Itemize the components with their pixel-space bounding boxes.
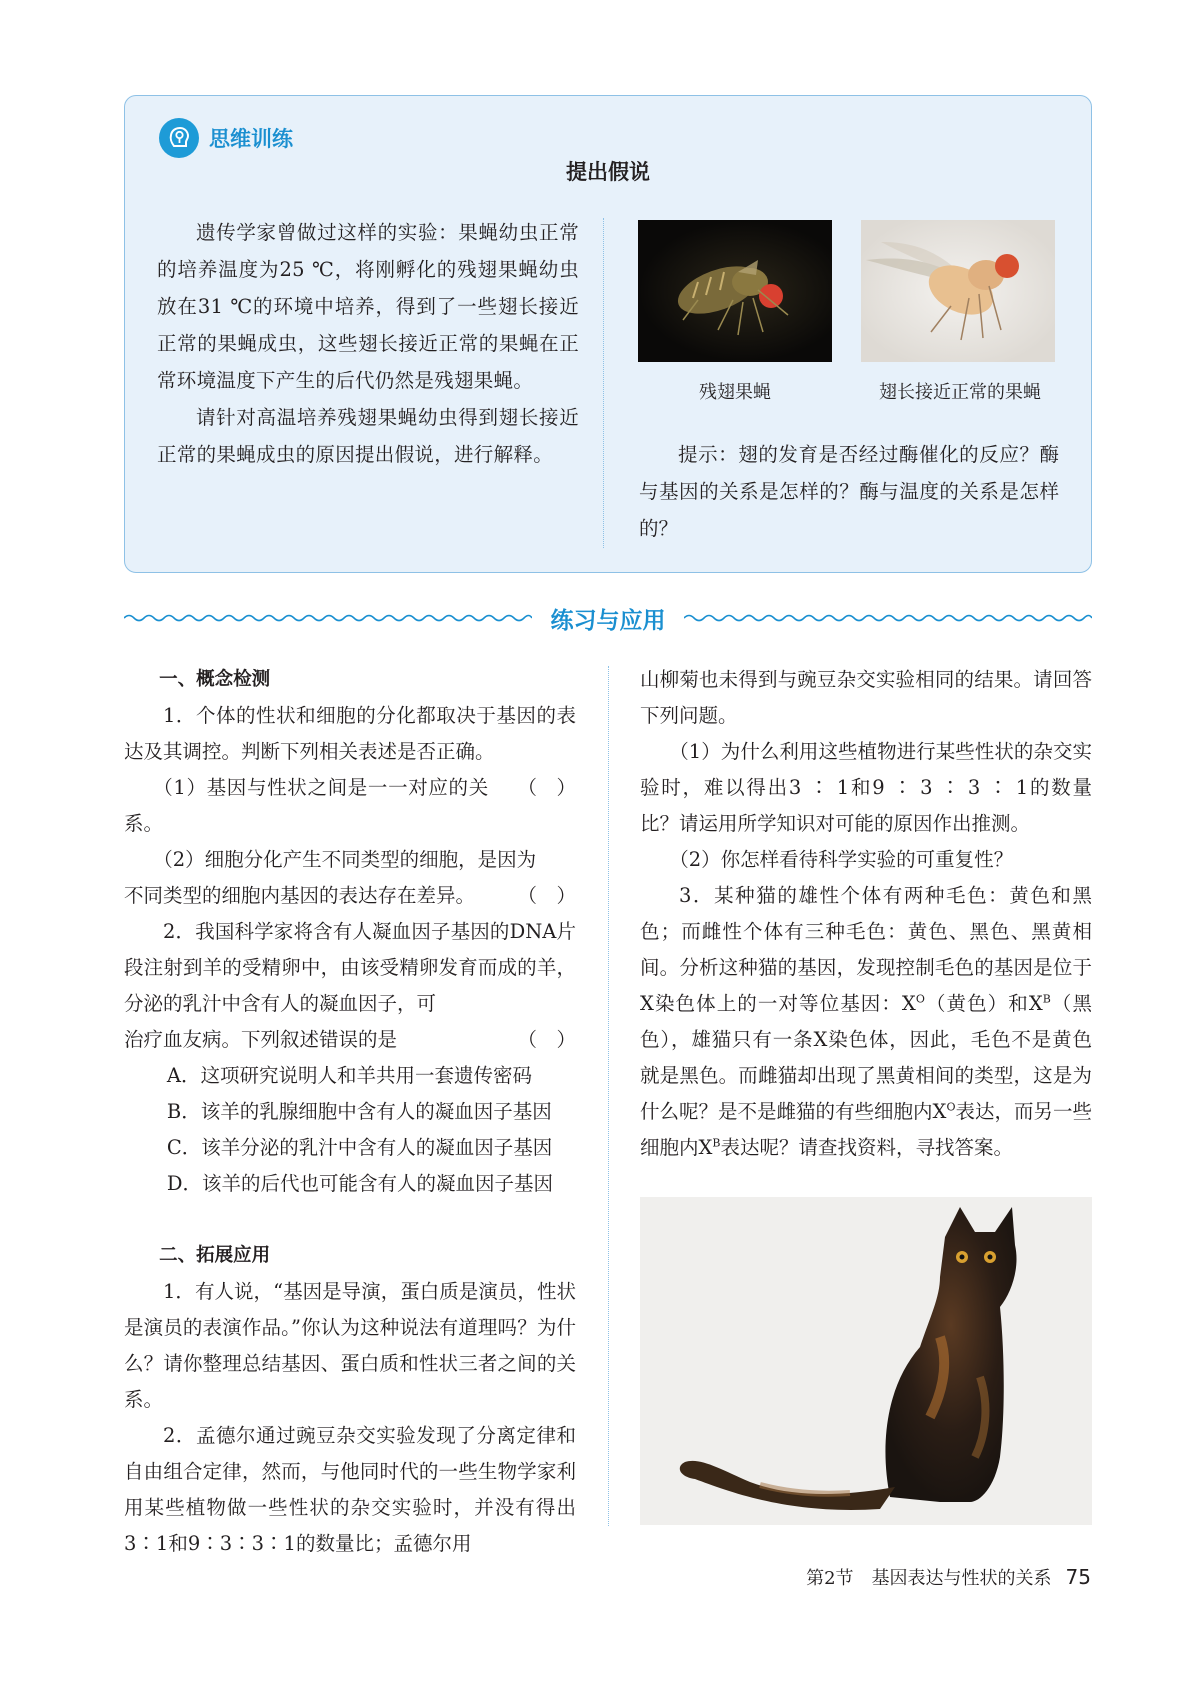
question-2-end bbox=[124, 1022, 576, 1058]
normal-wing-fly-image bbox=[861, 220, 1055, 362]
question-2-end-text: 治疗血友病。下列叙述错误的是 bbox=[124, 1028, 398, 1051]
question-1-1 bbox=[124, 770, 576, 842]
extension-question-2-2: （2）你怎样看待科学实验的可重复性？ bbox=[669, 848, 1014, 871]
section-title: 练习与应用 bbox=[550, 608, 666, 634]
caption-vestigial-wing-fly: 残翅果蝇 bbox=[699, 382, 771, 403]
answer-bracket: （ ） bbox=[517, 776, 576, 799]
extension-question-3: 3．某种猫的雄性个体有两种毛色：黄色和黑色；而雌性个体有三种毛色：黄色、黑色、黑黄相间。分析这种猫的基因，发现控制毛色的基因是位于X染色体上的一对等位基因：$X^O$（黄色）和$X^B$（黑色），雄猫只有一条X染色体，因此，毛色不是黄色就是黑色。而雌猫却出现了黑黄相间的类型，这是为什么呢？是不是雌猫的有些细胞内$X^O$表达，而另一些细胞内$X^B$表达呢？请查找资料，寻找答案。 bbox=[640, 884, 1092, 1159]
think-hint-text: 提示：翅的发育是否经过酶催化的反应？酶与基因的关系是怎样的？酶与温度的关系是怎样的？ bbox=[639, 443, 1059, 540]
wavy-line-right-icon bbox=[684, 612, 1092, 624]
caption-normal-wing-fly: 翅长接近正常的果蝇 bbox=[879, 382, 1041, 403]
extension-question-2-1: （1）为什么利用这些植物进行某些性状的杂交实验时，难以得出3 ∶ 1和9 ∶ 3 ∶ 3 ∶ 1的数量比？请运用所学知识对可能的原因作出推测。 bbox=[640, 740, 1092, 835]
think-hint bbox=[639, 436, 1059, 547]
thinking-training-label: 思维训练 bbox=[209, 127, 293, 151]
page-footer bbox=[806, 1564, 1091, 1590]
extension-heading: 二、拓展应用 bbox=[159, 1245, 271, 1266]
lightbulb-head-icon bbox=[159, 118, 199, 158]
answer-bracket: （ ） bbox=[517, 1028, 576, 1051]
vestigial-wing-fly-image bbox=[638, 220, 832, 362]
footer-chapter: 第2节 基因表达与性状的关系 bbox=[806, 1568, 1052, 1589]
extension-question-1: 1．有人说，“基因是导演，蛋白质是演员，性状是演员的表演作品。”你认为这种说法有道理吗？为什么？请你整理总结基因、蛋白质和性状三者之间的关系。 bbox=[124, 1280, 576, 1411]
question-1: 1．个体的性状和细胞的分化都取决于基因的表达及其调控。判断下列相关表述是否正确。 bbox=[124, 704, 576, 763]
right-column bbox=[640, 662, 1092, 1166]
concept-check-heading: 一、概念检测 bbox=[159, 669, 271, 690]
page-number: 75 bbox=[1065, 1565, 1091, 1589]
option-b: B．该羊的乳腺细胞中含有人的凝血因子基因 bbox=[166, 1100, 552, 1123]
question-1-1-text: （1）基因与性状之间是一一对应的关系。 bbox=[124, 776, 489, 835]
option-c: C．该羊分泌的乳汁中含有人的凝血因子基因 bbox=[166, 1136, 553, 1159]
option-d: D．该羊的后代也可能含有人的凝血因子基因 bbox=[166, 1172, 554, 1195]
left-column bbox=[124, 662, 576, 1562]
practice-section-heading bbox=[124, 600, 1092, 638]
think-paragraph-1: 遗传学家曾做过这样的实验：果蝇幼虫正常的培养温度为25 ℃，将刚孵化的残翅果蝇幼虫放在31 ℃的环境中培养，得到了一些翅长接近正常的果蝇成虫，这些翅长接近正常的果蝇在正常环境温度下产生的后代仍然是残翅果蝇。 bbox=[157, 221, 579, 392]
extension-question-2: 2．孟德尔通过豌豆杂交实验发现了分离定律和自由组合定律，然而，与他同时代的一些生物学家利用某些植物做一些性状的杂交实验时，并没有得出3∶1和9∶3∶3∶1的数量比；孟德尔用 bbox=[124, 1424, 576, 1555]
question-2: 2．我国科学家将含有人凝血因子基因的DNA片段注射到羊的受精卵中，由该受精卵发育而成的羊，分泌的乳汁中含有人的凝血因子，可 bbox=[124, 920, 576, 1015]
think-divider bbox=[603, 218, 604, 548]
thinking-training-box bbox=[124, 95, 1092, 573]
think-title: 提出假说 bbox=[566, 160, 650, 184]
thinking-training-header bbox=[159, 118, 293, 158]
extension-question-2-continued: 山柳菊也未得到与豌豆杂交实验相同的结果。请回答下列问题。 bbox=[640, 668, 1092, 727]
think-text bbox=[157, 214, 579, 473]
question-1-2-a: （2）细胞分化产生不同类型的细胞，是因为 bbox=[153, 848, 537, 871]
option-a: A．这项研究说明人和羊共用一套遗传密码 bbox=[166, 1064, 532, 1087]
column-divider bbox=[608, 666, 609, 1526]
tortoiseshell-cat-image bbox=[640, 1197, 1092, 1525]
question-1-2-b bbox=[124, 878, 576, 914]
answer-bracket: （ ） bbox=[517, 884, 576, 907]
think-paragraph-2: 请针对高温培养残翅果蝇幼虫得到翅长接近正常的果蝇成虫的原因提出假说，进行解释。 bbox=[157, 406, 579, 466]
question-1-2-b-text: 不同类型的细胞内基因的表达存在差异。 bbox=[124, 884, 476, 907]
